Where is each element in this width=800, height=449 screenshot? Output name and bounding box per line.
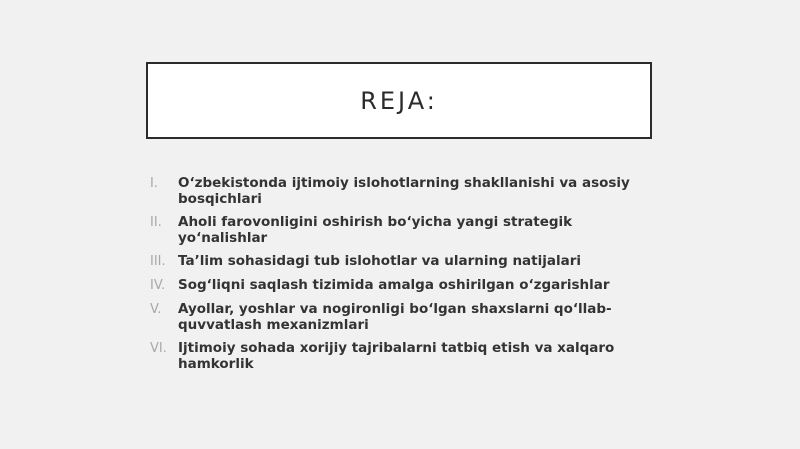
agenda-numeral: II. <box>150 215 162 230</box>
agenda-numeral: I. <box>150 176 158 191</box>
agenda-item <box>150 253 650 270</box>
title-box <box>146 62 652 139</box>
agenda-text: Aholi farovonligini oshirish bo‘yicha yangi strategik yo‘nalishlar <box>178 214 573 246</box>
agenda-item <box>150 175 650 207</box>
agenda-text: O‘zbekistonda ijtimoiy islohotlarning shakllanishi va asosiy bosqichlari <box>178 175 630 207</box>
agenda-text: Ijtimoiy sohada xorijiy tajribalarni tatbiq etish va xalqaro hamkorlik <box>178 340 615 372</box>
agenda-item <box>150 277 650 294</box>
agenda-item <box>150 214 650 246</box>
agenda-numeral: IV. <box>150 278 166 293</box>
agenda-text: Sog‘liqni saqlash tizimida amalga oshirilgan o‘zgarishlar <box>178 277 610 293</box>
agenda-numeral: III. <box>150 254 166 269</box>
agenda-text: Ayollar, yoshlar va nogironligi bo‘lgan shaxslarni qo‘llab-quvvatlash mexanizmlari <box>178 301 612 333</box>
slide-title: REJA: <box>360 86 438 115</box>
agenda-numeral: V. <box>150 302 162 317</box>
agenda-text: Ta’lim sohasidagi tub islohotlar va ularning natijalari <box>178 253 582 269</box>
agenda-numeral: VI. <box>150 341 167 356</box>
agenda-item <box>150 340 650 372</box>
agenda-list <box>150 175 650 379</box>
agenda-item <box>150 301 650 333</box>
